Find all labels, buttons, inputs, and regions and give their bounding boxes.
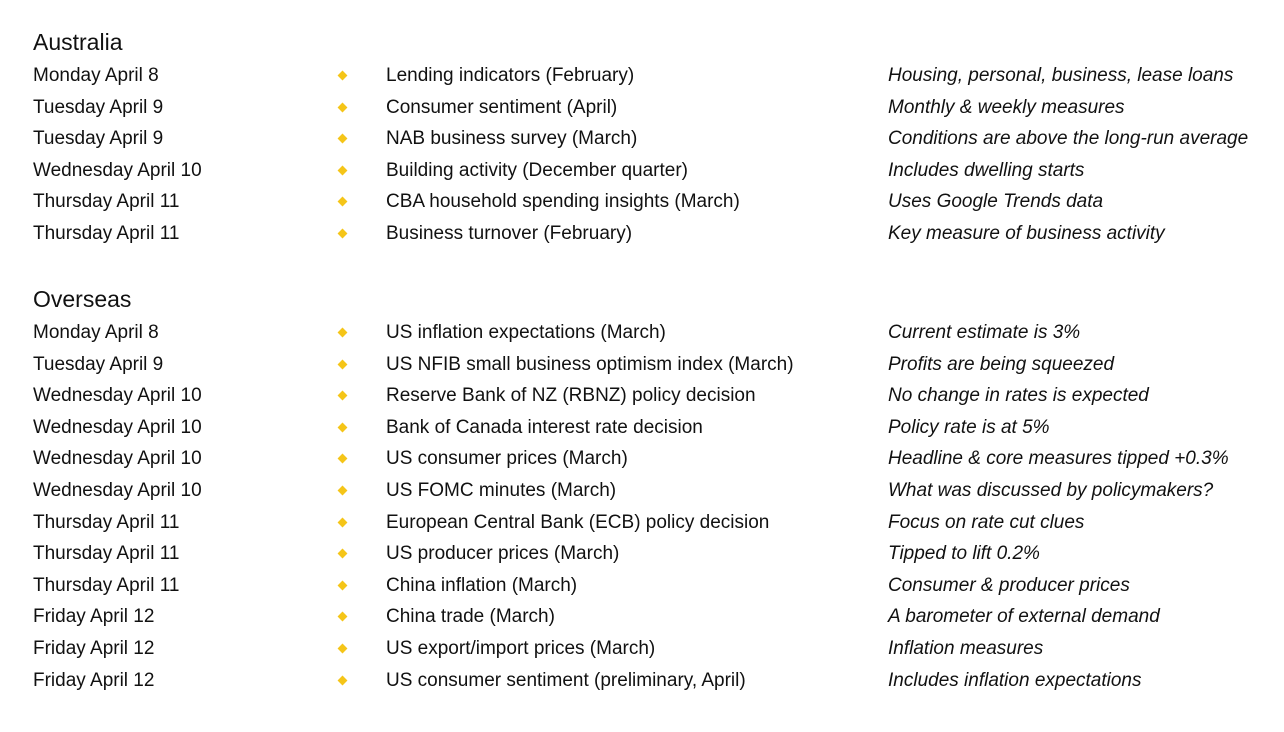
diamond-bullet-icon <box>337 412 349 444</box>
event-title: US export/import prices (March) <box>386 637 656 659</box>
event-note: Includes dwelling starts <box>888 159 1085 181</box>
event-title: Bank of Canada interest rate decision <box>386 416 703 438</box>
event-note: Key measure of business activity <box>888 222 1165 244</box>
overseas-section <box>33 284 1278 696</box>
event-note: Consumer & producer prices <box>888 574 1130 596</box>
event-note: Inflation measures <box>888 637 1044 659</box>
event-title: US consumer prices (March) <box>386 448 628 470</box>
event-note: Uses Google Trends data <box>888 191 1104 213</box>
event-date: Wednesday April 10 <box>33 448 202 470</box>
event-row <box>33 570 1278 602</box>
event-note: Monthly & weekly measures <box>888 96 1125 118</box>
event-note: Policy rate is at 5% <box>888 416 1050 438</box>
event-note: No change in rates is expected <box>888 385 1149 407</box>
event-row <box>33 60 1278 92</box>
event-note: What was discussed by policymakers? <box>888 479 1214 501</box>
event-row <box>33 92 1278 124</box>
event-note: Current estimate is 3% <box>888 322 1081 343</box>
event-note: Profits are being squeezed <box>888 353 1115 375</box>
diamond-bullet-icon <box>337 538 349 570</box>
event-row <box>33 412 1278 444</box>
diamond-bullet-icon <box>337 475 349 507</box>
event-date: Thursday April 11 <box>33 222 180 244</box>
diamond-bullet-icon <box>337 123 349 155</box>
event-date: Friday April 12 <box>33 606 155 628</box>
event-row <box>33 218 1278 250</box>
event-date: Wednesday April 10 <box>33 385 202 407</box>
event-note: Includes inflation expectations <box>888 669 1142 691</box>
event-row <box>33 349 1278 381</box>
event-title: US NFIB small business optimism index (March) <box>386 353 794 375</box>
diamond-bullet-icon <box>337 349 349 381</box>
event-date: Monday April 8 <box>33 65 159 86</box>
event-row <box>33 601 1278 633</box>
australia-section <box>33 27 1278 250</box>
diamond-bullet-icon <box>337 186 349 218</box>
diamond-bullet-icon <box>337 155 349 187</box>
event-date: Wednesday April 10 <box>33 416 202 438</box>
event-date: Friday April 12 <box>33 637 155 659</box>
diamond-bullet-icon <box>337 633 349 665</box>
event-title: European Central Bank (ECB) policy decision <box>386 511 770 533</box>
event-title: Reserve Bank of NZ (RBNZ) policy decision <box>386 385 756 407</box>
event-row <box>33 443 1278 475</box>
event-row <box>33 665 1278 697</box>
event-title: CBA household spending insights (March) <box>386 191 740 213</box>
event-row <box>33 507 1278 539</box>
event-title: US consumer sentiment (preliminary, April) <box>386 669 746 691</box>
event-row <box>33 633 1278 665</box>
event-date: Wednesday April 10 <box>33 159 202 181</box>
diamond-bullet-icon <box>337 443 349 475</box>
event-row <box>33 380 1278 412</box>
event-title: US producer prices (March) <box>386 543 620 565</box>
australia-event-list <box>33 60 1278 250</box>
event-title: US inflation expectations (March) <box>386 322 666 343</box>
event-title: Business turnover (February) <box>386 222 633 244</box>
event-title: China trade (March) <box>386 606 555 628</box>
diamond-bullet-icon <box>337 317 349 349</box>
event-date: Tuesday April 9 <box>33 128 164 150</box>
section-title-australia: Australia <box>33 29 123 55</box>
event-row <box>33 155 1278 187</box>
event-date: Thursday April 11 <box>33 574 180 596</box>
diamond-bullet-icon <box>337 570 349 602</box>
diamond-bullet-icon <box>337 507 349 539</box>
event-date: Tuesday April 9 <box>33 96 164 118</box>
event-title: Consumer sentiment (April) <box>386 96 618 118</box>
diamond-bullet-icon <box>337 92 349 124</box>
event-title: Lending indicators (February) <box>386 65 635 86</box>
event-note: Tipped to lift 0.2% <box>888 543 1040 565</box>
event-title: NAB business survey (March) <box>386 128 638 150</box>
event-date: Wednesday April 10 <box>33 479 202 501</box>
event-note: Housing, personal, business, lease loans <box>888 65 1234 86</box>
event-date: Monday April 8 <box>33 322 159 343</box>
diamond-bullet-icon <box>337 60 349 92</box>
event-note: A barometer of external demand <box>888 606 1160 628</box>
event-note: Headline & core measures tipped +0.3% <box>888 448 1229 470</box>
section-title-overseas: Overseas <box>33 286 132 312</box>
event-note: Conditions are above the long-run average <box>888 128 1249 150</box>
event-row <box>33 317 1278 349</box>
event-row <box>33 186 1278 218</box>
event-row <box>33 538 1278 570</box>
event-row <box>33 123 1278 155</box>
event-row <box>33 475 1278 507</box>
event-title: US FOMC minutes (March) <box>386 479 617 501</box>
diamond-bullet-icon <box>337 218 349 250</box>
event-date: Thursday April 11 <box>33 191 180 213</box>
diamond-bullet-icon <box>337 380 349 412</box>
event-date: Tuesday April 9 <box>33 353 164 375</box>
diamond-bullet-icon <box>337 601 349 633</box>
event-title: China inflation (March) <box>386 574 578 596</box>
event-note: Focus on rate cut clues <box>888 511 1085 533</box>
diamond-bullet-icon <box>337 665 349 697</box>
event-date: Thursday April 11 <box>33 511 180 533</box>
event-title: Building activity (December quarter) <box>386 159 689 181</box>
event-date: Thursday April 11 <box>33 543 180 565</box>
overseas-event-list <box>33 317 1278 696</box>
event-date: Friday April 12 <box>33 669 155 691</box>
